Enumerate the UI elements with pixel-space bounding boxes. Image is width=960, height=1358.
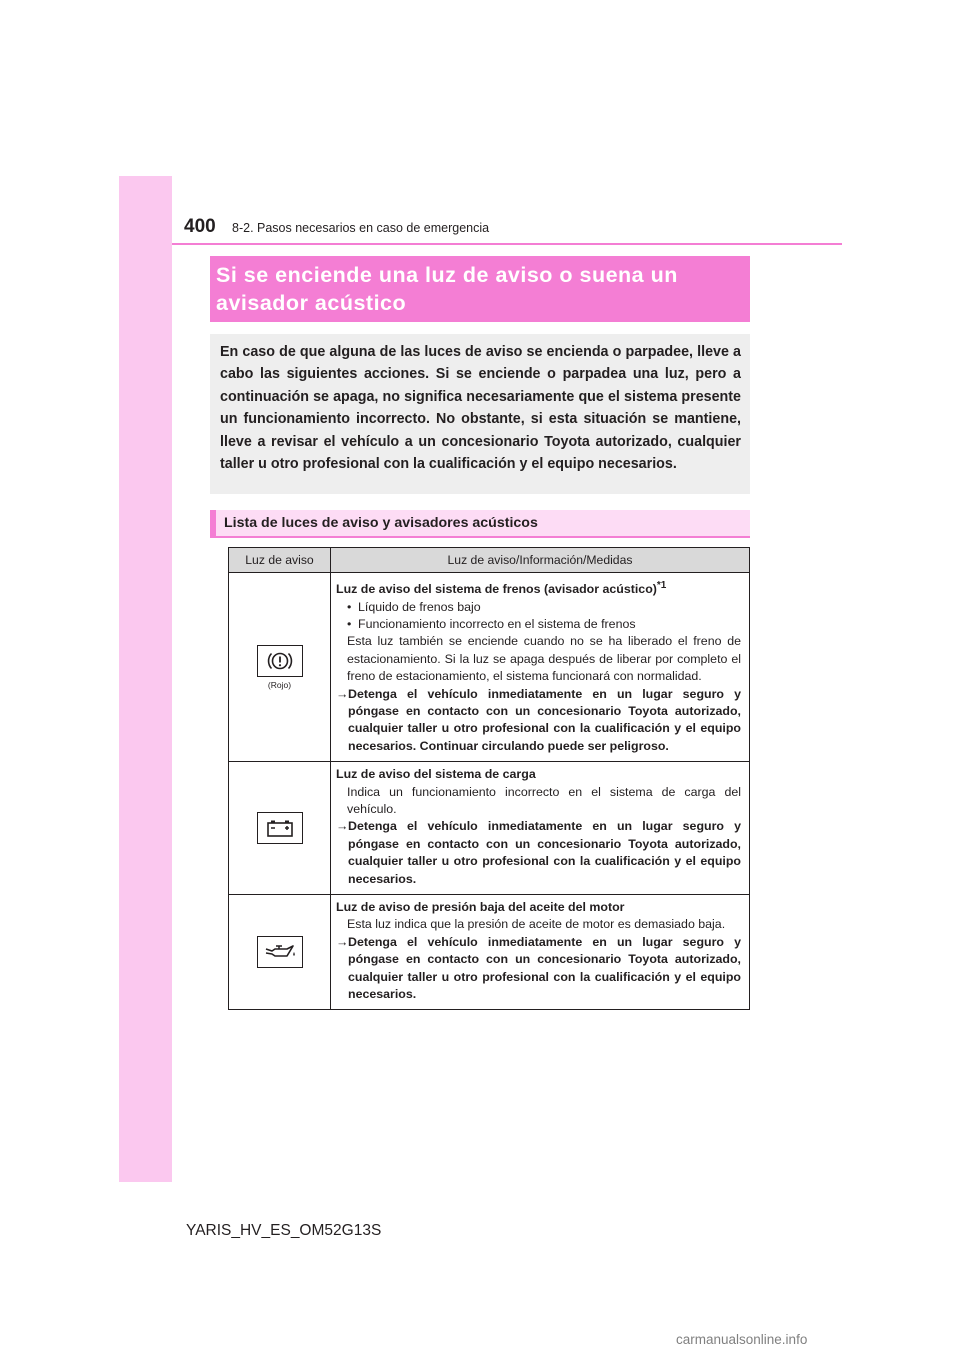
row-action <box>336 818 741 888</box>
icon-cell <box>229 573 331 762</box>
icon-cell <box>229 895 331 1010</box>
table-row <box>229 895 750 1010</box>
arrow-icon: → <box>336 934 349 949</box>
bullet-item: • Líquido de frenos bajo <box>336 599 741 616</box>
section-title-line1: Si se enciende una luz de aviso o suena un <box>216 263 678 287</box>
oil-pressure-icon <box>257 936 303 968</box>
watermark: carmanualsonline.info <box>676 1332 808 1347</box>
bullet-item: • Funcionamiento incorrecto en el sistema de frenos <box>336 616 741 633</box>
arrow-icon: → <box>336 819 349 834</box>
chapter-sidebar <box>119 176 172 1182</box>
icon-cell <box>229 762 331 895</box>
table-header-light: Luz de aviso <box>229 548 331 573</box>
row-action-text: Detenga el vehículo inmediatamente en un lugar seguro y póngase en contacto con un concesionario Toyota autorizado, cualquier taller u otro profesional con la cualificación y el equipo necesarios. Continuar circulando puede ser peligroso. <box>348 686 741 753</box>
row-action-text: Detenga el vehículo inmediatamente en un lugar seguro y póngase en contacto con un concesionario Toyota autorizado, cualquier taller u otro profesional con la cualificación y el equipo necesarios. <box>348 934 741 1002</box>
row-description: Esta luz indica que la presión de aceite de motor es demasiado baja. <box>347 917 726 932</box>
row-title: Luz de aviso de presión baja del aceite del motor <box>336 900 625 915</box>
row-description: Indica un funcionamiento incorrecto en el sistema de carga del vehículo. <box>347 784 741 816</box>
row-description: Esta luz también se enciende cuando no se ha liberado el freno de estacionamiento. Si la luz se apaga después de liberar por completo el freno de estacionamiento, el sistema funcionará con normalidad. <box>347 634 741 684</box>
brake-warning-icon <box>257 645 303 677</box>
arrow-icon: → <box>336 686 349 701</box>
section-title-line2: avisador acústico <box>216 291 407 315</box>
warning-list-heading: Lista de luces de aviso y avisadores acústicos <box>210 510 750 538</box>
section-title <box>210 256 750 322</box>
info-cell <box>331 762 750 895</box>
document-code: YARIS_HV_ES_OM52G13S <box>186 1222 382 1239</box>
table-row <box>229 762 750 895</box>
row-action-text: Detenga el vehículo inmediatamente en un lugar seguro y póngase en contacto con un concesionario Toyota autorizado, cualquier taller u otro profesional con la cualificación y el equipo necesarios. <box>348 819 741 886</box>
info-cell <box>331 895 750 1010</box>
table-row <box>229 573 750 762</box>
battery-charge-icon <box>257 812 303 844</box>
row-title-text: Luz de aviso del sistema de frenos (avisador acústico) <box>336 582 657 597</box>
page-number: 400 <box>184 216 216 237</box>
header-rule <box>172 243 842 245</box>
row-action <box>336 934 741 1004</box>
info-cell <box>331 573 750 762</box>
warning-lights-table <box>228 547 750 1010</box>
icon-color-note: (Rojo) <box>267 679 292 690</box>
row-title: Luz de aviso del sistema de carga <box>336 767 536 782</box>
table-header-info: Luz de aviso/Información/Medidas <box>331 548 750 573</box>
table-header-row <box>229 548 750 573</box>
row-title <box>336 577 741 599</box>
row-action <box>336 686 741 756</box>
intro-box <box>210 334 750 494</box>
footnote-mark: *1 <box>656 580 667 591</box>
intro-text: En caso de que alguna de las luces de aviso se encienda o parpadee, lleve a cabo las siguientes acciones. Si se enciende o parpadea una luz, pero a continuación se apaga, no significa necesariamente que el sistema presente un funcionamiento incorrecto. No obstante, si esta situación se mantiene, lleve a revisar el vehículo a un concesionario Toyota autorizado, cualquier taller u otro profesional con la cualificación y el equipo necesarios. <box>220 344 741 473</box>
chapter-title: 8-2. Pasos necesarios en caso de emergencia <box>232 221 490 235</box>
